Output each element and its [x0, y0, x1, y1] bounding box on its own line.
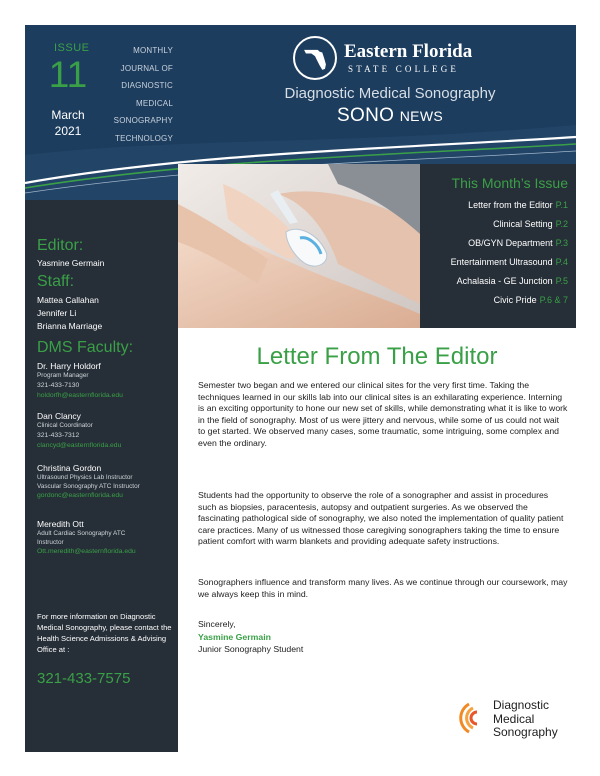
toc-item-label: Achalasia - GE Junction: [456, 276, 553, 286]
staff-member: Mattea Callahan: [37, 295, 99, 305]
letter-paragraph: Students had the opportunity to observe the role of a sonographer and assist in procedures such as biopsies, paracentesis, autopsy and outpatient surgeries. As we observed the fascinating pathological side of sonography, we also noted the implementation of quality patient care practices. Many of us witnessed those caregiving sonographers taking the time to ensure patient comfort with warm blankets and providing adequate safety instructions.: [198, 490, 564, 547]
toc-item[interactable]: [468, 200, 568, 210]
publication-line: MEDICAL: [136, 98, 173, 108]
faculty-email[interactable]: holdorfh@easternflorida.edu: [37, 391, 123, 399]
publication-line: MONTHLY: [133, 46, 173, 55]
issue-month: March: [51, 108, 85, 122]
contact-info-text: For more information on Diagnostic Medical Sonography, please contact the Health Science Admissions & Advising Office at :: [37, 612, 172, 654]
staff-list: [37, 294, 102, 333]
faculty-phone: 321-433-7130: [37, 381, 80, 389]
table-of-contents: [420, 164, 576, 328]
faculty-role: Program Manager: [37, 372, 89, 379]
dms-logo-line: Medical: [493, 711, 535, 726]
college-name: Eastern Florida: [344, 41, 473, 62]
sound-wave-logo-icon: [455, 700, 491, 736]
faculty-entry: [37, 360, 177, 401]
toc-item-page: P.2: [555, 219, 568, 229]
dms-logo-line: Sonography: [493, 725, 558, 739]
staff-heading: Staff:: [37, 273, 75, 290]
department-name: Diagnostic Medical Sonography: [284, 85, 496, 102]
publication-description: [111, 42, 173, 148]
contact-phone[interactable]: 321-433-7575: [37, 670, 131, 687]
faculty-entry: [37, 410, 177, 451]
toc-item[interactable]: [451, 257, 568, 267]
faculty-entry: [37, 462, 177, 501]
faculty-entry: [37, 518, 177, 557]
signer-name: Yasmine Germain: [198, 632, 271, 642]
issue-year: 2021: [54, 124, 82, 138]
faculty-role: Ultrasound Physics Lab Instructor Vascular Sonography ATC Instructor: [37, 474, 140, 490]
staff-sidebar: [25, 200, 178, 752]
faculty-email[interactable]: Ott.meredith@easternflorida.edu: [37, 548, 136, 555]
toc-item-page: P.4: [555, 257, 568, 267]
faculty-role: Adult Cardiac Sonography ATC Instructor: [37, 530, 126, 546]
publication-line: JOURNAL OF: [120, 63, 173, 73]
toc-item[interactable]: [457, 276, 568, 286]
staff-member: Jennifer Li: [37, 308, 77, 318]
ultrasound-exam-photo: [178, 164, 420, 328]
college-subtitle: STATE COLLEGE: [348, 64, 460, 74]
faculty-phone: 321-433-7312: [37, 431, 80, 439]
publication-line: DIAGNOSTIC: [121, 81, 173, 91]
issue-date: [43, 107, 93, 139]
publication-line: TECHNOLOGY: [114, 133, 173, 143]
toc-item[interactable]: [493, 219, 568, 229]
dms-logo-text: [493, 699, 558, 740]
newsletter-title-main: SONO: [337, 105, 395, 126]
toc-item-label: Letter from the Editor: [468, 200, 553, 210]
letter-paragraph: Sonographers influence and transform many lives. As we continue through our coursework, may we always keep this in mind.: [198, 577, 568, 599]
toc-item[interactable]: [494, 295, 568, 305]
publication-line: SONOGRAPHY: [113, 116, 173, 126]
toc-title: This Month’s Issue: [451, 175, 568, 191]
letter-closing: Sincerely,: [198, 619, 236, 629]
toc-item-page: P.5: [555, 276, 568, 286]
toc-item-label: OB/GYN Department: [468, 238, 553, 248]
faculty-name: Dan Clancy: [37, 411, 81, 421]
florida-seal-icon: [293, 36, 337, 80]
issue-label: ISSUE: [54, 42, 90, 54]
toc-item[interactable]: [468, 238, 568, 248]
faculty-email[interactable]: clancyd@easternflorida.edu: [37, 441, 122, 449]
newsletter-title-news: NEWS: [399, 108, 443, 124]
faculty-name: Dr. Harry Holdorf: [37, 361, 101, 371]
college-logo: [293, 36, 493, 80]
faculty-heading: DMS Faculty:: [37, 339, 134, 356]
letter-paragraph: Semester two began and we entered our clinical sites for the very first time. Taking the techniques learned in our skills lab into our clinical sites is an exhilarating experience. Interning is an exciting opportunity to hone our new set of skills, while demonstrating what it is like to work in the field of sonography. Most of us were jittery and nervous, while some of us could not wait to get started. We observed many cases, some traumatic, some intriguing, some complex and even the ordinary.: [198, 380, 568, 448]
signer-title: Junior Sonography Student: [198, 644, 304, 654]
editor-heading: Editor:: [37, 237, 84, 254]
faculty-name: Meredith Ott: [37, 519, 84, 529]
toc-item-page: P.3: [555, 238, 568, 248]
toc-item-label: Civic Pride: [493, 295, 537, 305]
toc-item-label: Entertainment Ultrasound: [450, 257, 553, 267]
toc-item-page: P.1: [555, 200, 568, 210]
faculty-email[interactable]: gordonc@easternflorida.edu: [37, 492, 123, 499]
editor-name: Yasmine Germain: [37, 258, 105, 268]
toc-item-page: P.6 & 7: [539, 295, 568, 305]
faculty-role: Clinical Coordinator: [37, 422, 93, 429]
faculty-name: Christina Gordon: [37, 463, 102, 473]
toc-item-label: Clinical Setting: [493, 219, 553, 229]
issue-number: 11: [48, 54, 88, 95]
dms-logo-line: Diagnostic: [493, 698, 550, 712]
dms-program-logo: [455, 696, 585, 748]
letter-title: Letter From The Editor: [256, 343, 498, 370]
newsletter-title: [225, 105, 555, 127]
staff-member: Brianna Marriage: [37, 321, 103, 331]
